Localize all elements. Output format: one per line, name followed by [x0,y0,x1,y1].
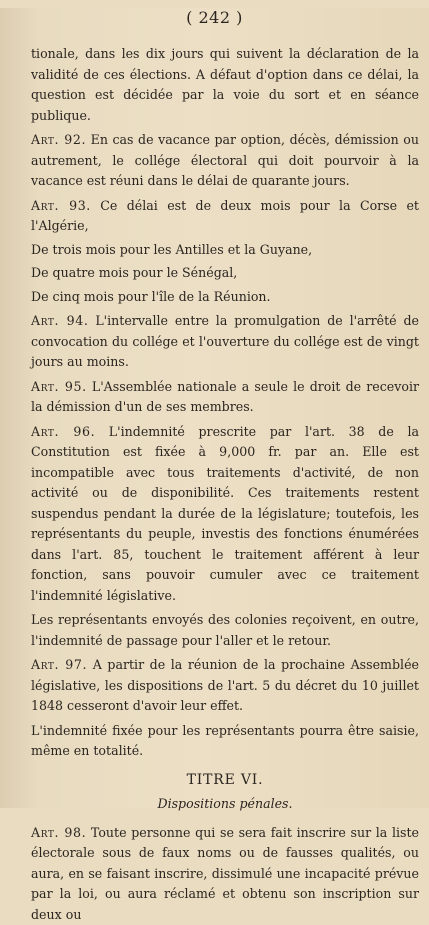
paragraph-text: Les représentants envoyés des colonies reçoivent, en outre, l'indemnité de passage pour l'aller et le retour. [31,612,419,648]
paragraph-text: L'Assemblée nationale a seule le droit de recevoir la démission d'un de ses membres. [31,379,419,415]
article-number: Art. 94. [31,313,88,328]
paragraph-text: De trois mois pour les Antilles et la Guyane, [31,242,312,257]
paragraph-text: De cinq mois pour l'île de la Réunion. [31,289,271,304]
paragraph [31,44,419,126]
paragraph-art-98 [31,823,419,925]
paragraph [31,130,419,192]
paragraph [31,422,419,607]
paragraph-list [31,44,419,762]
paragraph-text: Ce délai est de deux mois pour la Corse et l'Algérie, [31,198,419,234]
paragraph-text: En cas de vacance par option, décès, démission ou autrement, le collége électoral qui doit pourvoir à la vacance est réuni dans le délai de quarante jours. [31,132,419,188]
paragraph-text: tionale, dans les dix jours qui suivent la déclaration de la validité de ces élections. A défaut d'option dans ce délai, la question est décidée par la voie du sort et en séance publique. [31,46,419,123]
article-number: Art. 93. [31,198,91,213]
paragraph [31,311,419,373]
article-number: Art. 97. [31,657,87,672]
paragraph [31,377,419,418]
body-text [0,30,429,925]
article-number: Art. 96. [31,424,95,439]
paragraph-text: L'intervalle entre la promulgation de l'arrêté de convocation du collége et l'ouverture du collége est de vingt jours au moins. [31,313,419,369]
paragraph-text: A partir de la réunion de la prochaine Assemblée législative, les dispositions de l'art. 5 du décret du 10 juillet 1848 cesseront d'avoir leur effet. [31,657,419,713]
paragraph [31,655,419,717]
paragraph [31,287,419,308]
paragraph [31,240,419,261]
article-number: Art. 92. [31,132,86,147]
article-number: Art. 95. [31,379,87,394]
paragraph [31,263,419,284]
paragraph-text: De quatre mois pour le Sénégal, [31,265,237,280]
paragraph [31,196,419,237]
paragraph [31,610,419,651]
page-number: ( 242 ) [0,8,429,30]
paragraph-text: L'indemnité prescrite par l'art. 38 de la Constitution est fixée à 9,000 fr. par an. Elle est incompatible avec tous traitements d'activité, de non activité ou de disponibilité. Ces traitements restent suspendus pendant la durée de la législature; toutefois, les représentants du peuple, investis des fonctions énumérées dans l'art. 85, touchent le traitement afférent à leur fonction, sans pouvoir cumuler avec ce traitement l'indemnité législative. [31,424,419,603]
paragraph [31,721,419,762]
paragraph-text: Toute personne qui se sera fait inscrire sur la liste électorale sous de faux noms ou de fausses qualités, ou aura, en se faisant inscrire, dissimulé une incapacité prévue par la loi, ou aura réclamé et obtenu son inscription sur deux ou [31,825,419,922]
paragraph-text: L'indemnité fixée pour les représentants pourra être saisie, même en totalité. [31,723,419,759]
article-number: Art. 98. [31,825,86,840]
section-title: TITRE VI. [31,770,419,791]
section-subtitle: Dispositions pénales. [31,794,419,815]
book-page [0,8,429,808]
